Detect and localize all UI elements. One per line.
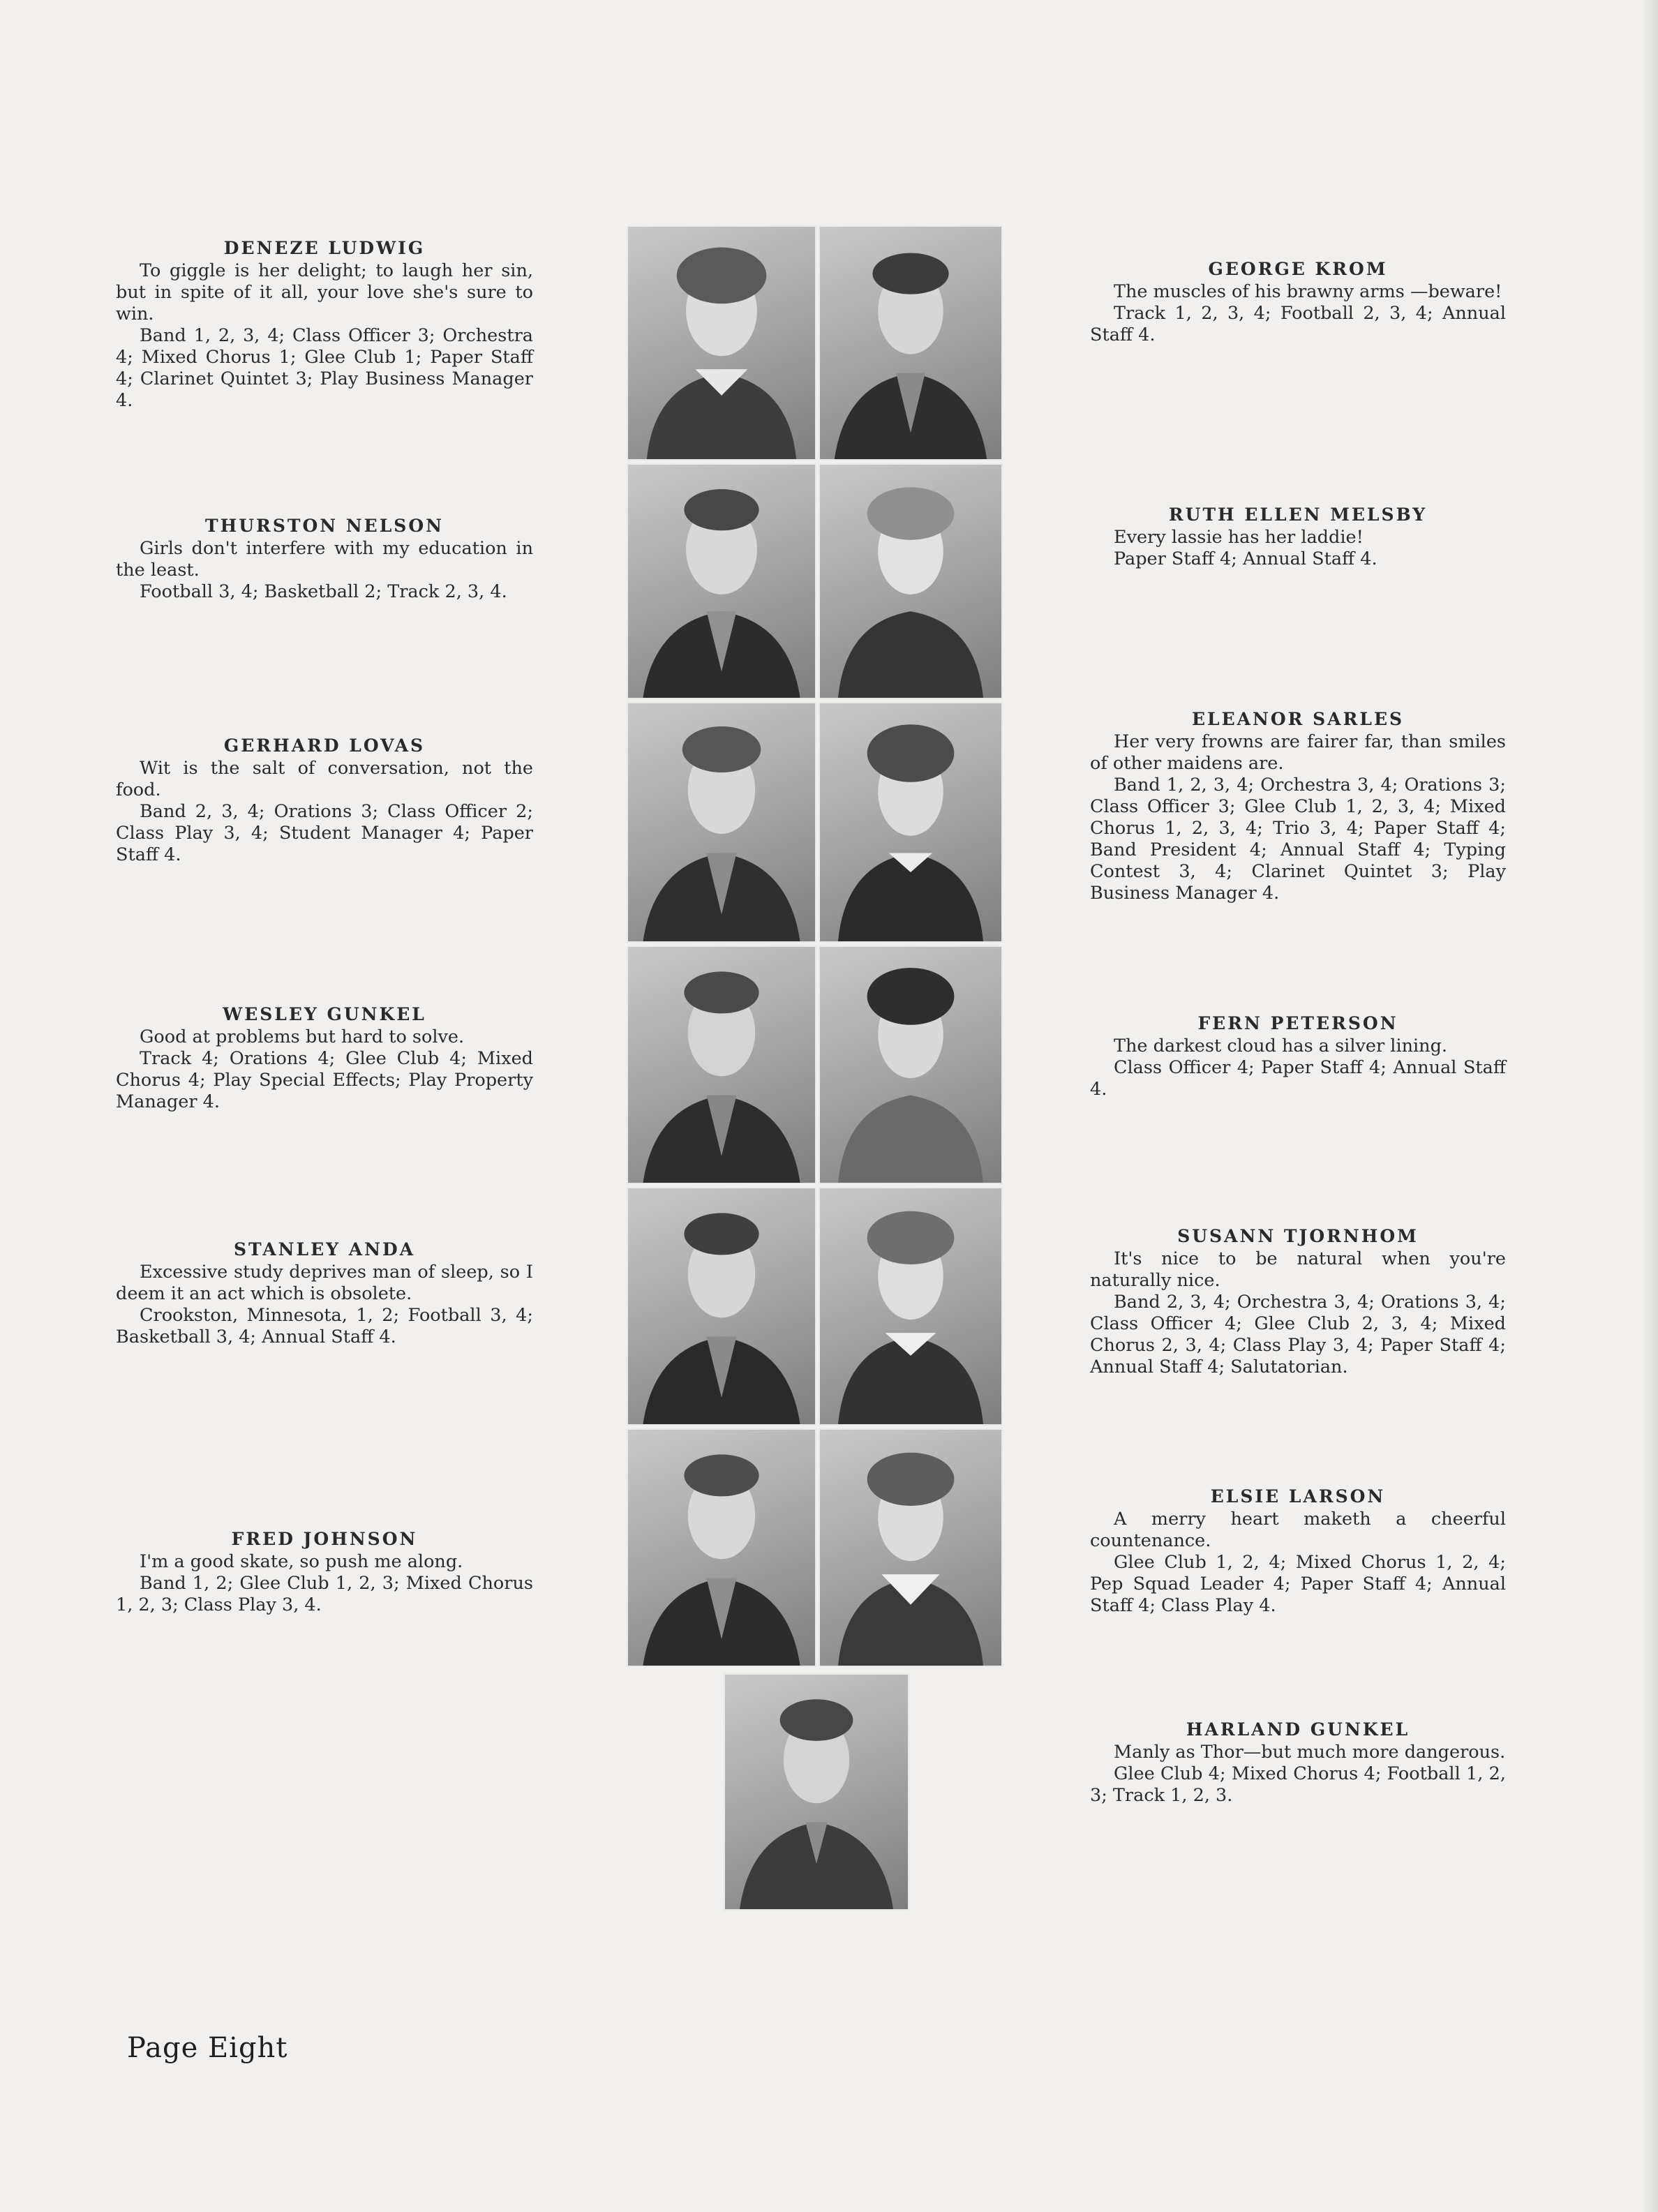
student-portrait-photo — [627, 1428, 816, 1667]
student-name: ELSIE LARSON — [1210, 1486, 1386, 1507]
student-portrait-photo — [819, 946, 1003, 1184]
student-quote: A merry heart maketh a cheerful countenance. — [1090, 1509, 1506, 1551]
student-quote: Every lassie has her laddie! — [1114, 527, 1364, 548]
student-portrait-photo — [819, 1187, 1003, 1426]
senior-bio-susann-tjornhom — [1090, 1225, 1506, 1378]
portrait-silhouette-icon — [628, 227, 815, 459]
student-quote: Her very frowns are fairer far, than smiles of other maidens are. — [1090, 731, 1506, 774]
senior-bio-gerhard-lovas — [116, 735, 533, 866]
student-name: ELEANOR SARLES — [1191, 709, 1405, 729]
portrait-silhouette-icon — [628, 1188, 815, 1424]
student-name: WESLEY GUNKEL — [223, 1004, 426, 1024]
student-quote: Good at problems but hard to solve. — [140, 1026, 465, 1047]
student-name: FERN PETERSON — [1197, 1013, 1398, 1033]
senior-bio-fern-peterson — [1090, 1012, 1506, 1100]
student-name: RUTH ELLEN MELSBY — [1168, 505, 1428, 525]
student-name: HARLAND GUNKEL — [1186, 1719, 1410, 1740]
student-portrait-photo — [627, 702, 816, 943]
senior-bio-eleanor-sarles — [1090, 708, 1506, 904]
student-portrait-photo — [819, 463, 1003, 699]
student-activities: Class Officer 4; Paper Staff 4; Annual Staff 4. — [1090, 1057, 1506, 1100]
student-portrait-photo — [627, 946, 816, 1184]
student-quote: To giggle is her delight; to laugh her sin, but in spite of it all, your love she's sure to win. — [116, 260, 533, 324]
student-activities: Crookston, Minnesota, 1, 2; Football 3, 4; Basketball 3, 4; Annual Staff 4. — [116, 1305, 533, 1347]
student-quote: It's nice to be natural when you're naturally nice. — [1090, 1248, 1506, 1291]
portrait-silhouette-icon — [820, 1188, 1001, 1424]
senior-bio-harland-gunkel — [1090, 1719, 1506, 1807]
student-activities: Glee Club 4; Mixed Chorus 4; Football 1, 2, 3; Track 1, 2, 3. — [1090, 1763, 1506, 1806]
student-activities: Band 2, 3, 4; Orations 3; Class Officer 2; Class Play 3, 4; Student Manager 4; Paper Staff 4. — [116, 801, 533, 865]
student-portrait-photo — [819, 702, 1003, 943]
senior-bio-thurston-nelson — [116, 515, 533, 603]
student-name: GEORGE KROM — [1208, 259, 1388, 279]
senior-bio-elsie-larson — [1090, 1486, 1506, 1617]
student-portrait-photo — [819, 225, 1003, 461]
senior-bio-deneze-ludwig — [116, 237, 533, 412]
student-name: THURSTON NELSON — [205, 516, 444, 536]
portrait-silhouette-icon — [820, 465, 1001, 698]
senior-bio-fred-johnson — [116, 1528, 533, 1616]
student-activities: Football 3, 4; Basketball 2; Track 2, 3, 4. — [140, 581, 507, 602]
student-name: FRED JOHNSON — [231, 1529, 418, 1549]
student-activities: Glee Club 1, 2, 4; Mixed Chorus 1, 2, 4; Pep Squad Leader 4; Paper Staff 4; Annual Staff 4; Class Play 4. — [1090, 1552, 1506, 1616]
student-activities: Track 1, 2, 3, 4; Football 2, 3, 4; Annual Staff 4. — [1090, 303, 1506, 345]
student-portrait-photo — [819, 1428, 1003, 1667]
student-quote: Wit is the salt of conversation, not the food. — [116, 758, 533, 800]
senior-bio-george-krom — [1090, 258, 1506, 346]
student-portrait-photo — [627, 225, 816, 461]
student-activities: Band 2, 3, 4; Orchestra 3, 4; Orations 3, 4; Class Officer 4; Glee Club 2, 3, 4; Mixed Chorus 2, 3, 4; Class Play 3, 4; Paper Staff 4; Annual Staff 4; Salutatorian. — [1090, 1292, 1506, 1377]
portrait-silhouette-icon — [628, 947, 815, 1183]
student-activities: Paper Staff 4; Annual Staff 4. — [1114, 548, 1377, 569]
portrait-silhouette-icon — [725, 1675, 908, 1909]
student-activities: Band 1, 2, 3, 4; Orchestra 3, 4; Orations 3; Class Officer 3; Glee Club 1, 2, 3, 4; Mixed Chorus 1, 2, 3, 4; Trio 3, 4; Paper Staff 4; Band President 4; Annual Staff 4; Typing Contest 3, 4; Clarinet Quintet 3; Play Business Manager 4. — [1090, 775, 1506, 904]
student-name: SUSANN TJORNHOM — [1177, 1226, 1419, 1246]
student-activities: Band 1, 2, 3, 4; Class Officer 3; Orchestra 4; Mixed Chorus 1; Glee Club 1; Paper Staff 4; Clarinet Quintet 3; Play Business Manager 4. — [116, 325, 533, 411]
portrait-silhouette-icon — [628, 703, 815, 941]
student-quote: Girls don't interfere with my education in the least. — [116, 538, 533, 581]
student-name: DENEZE LUDWIG — [223, 238, 426, 258]
portrait-silhouette-icon — [820, 703, 1001, 941]
student-quote: Manly as Thor—but much more dangerous. — [1114, 1742, 1506, 1763]
portrait-silhouette-icon — [820, 1430, 1001, 1666]
portrait-silhouette-icon — [820, 227, 1001, 459]
senior-bio-stanley-anda — [116, 1239, 533, 1348]
student-quote: Excessive study deprives man of sleep, so I deem it an act which is obsolete. — [116, 1262, 533, 1304]
student-portrait-photo — [724, 1673, 909, 1911]
student-portrait-photo — [627, 1187, 816, 1426]
student-activities: Band 1, 2; Glee Club 1, 2, 3; Mixed Chorus 1, 2, 3; Class Play 3, 4. — [116, 1573, 533, 1615]
portrait-silhouette-icon — [628, 1430, 815, 1666]
senior-bio-wesley-gunkel — [116, 1003, 533, 1113]
student-name: STANLEY ANDA — [233, 1239, 416, 1260]
student-portrait-photo — [627, 463, 816, 699]
student-quote: I'm a good skate, so push me along. — [140, 1551, 463, 1572]
portrait-silhouette-icon — [628, 465, 815, 698]
portrait-silhouette-icon — [820, 947, 1001, 1183]
student-name: GERHARD LOVAS — [223, 735, 426, 756]
senior-bio-ruth-ellen-melsby — [1090, 504, 1506, 570]
student-activities: Track 4; Orations 4; Glee Club 4; Mixed Chorus 4; Play Special Effects; Play Property Manager 4. — [116, 1048, 533, 1112]
page-number: Page Eight — [127, 2032, 288, 2064]
page-edge — [1644, 0, 1658, 2212]
student-quote: The muscles of his brawny arms —beware! — [1114, 281, 1502, 302]
student-quote: The darkest cloud has a silver lining. — [1114, 1036, 1448, 1056]
